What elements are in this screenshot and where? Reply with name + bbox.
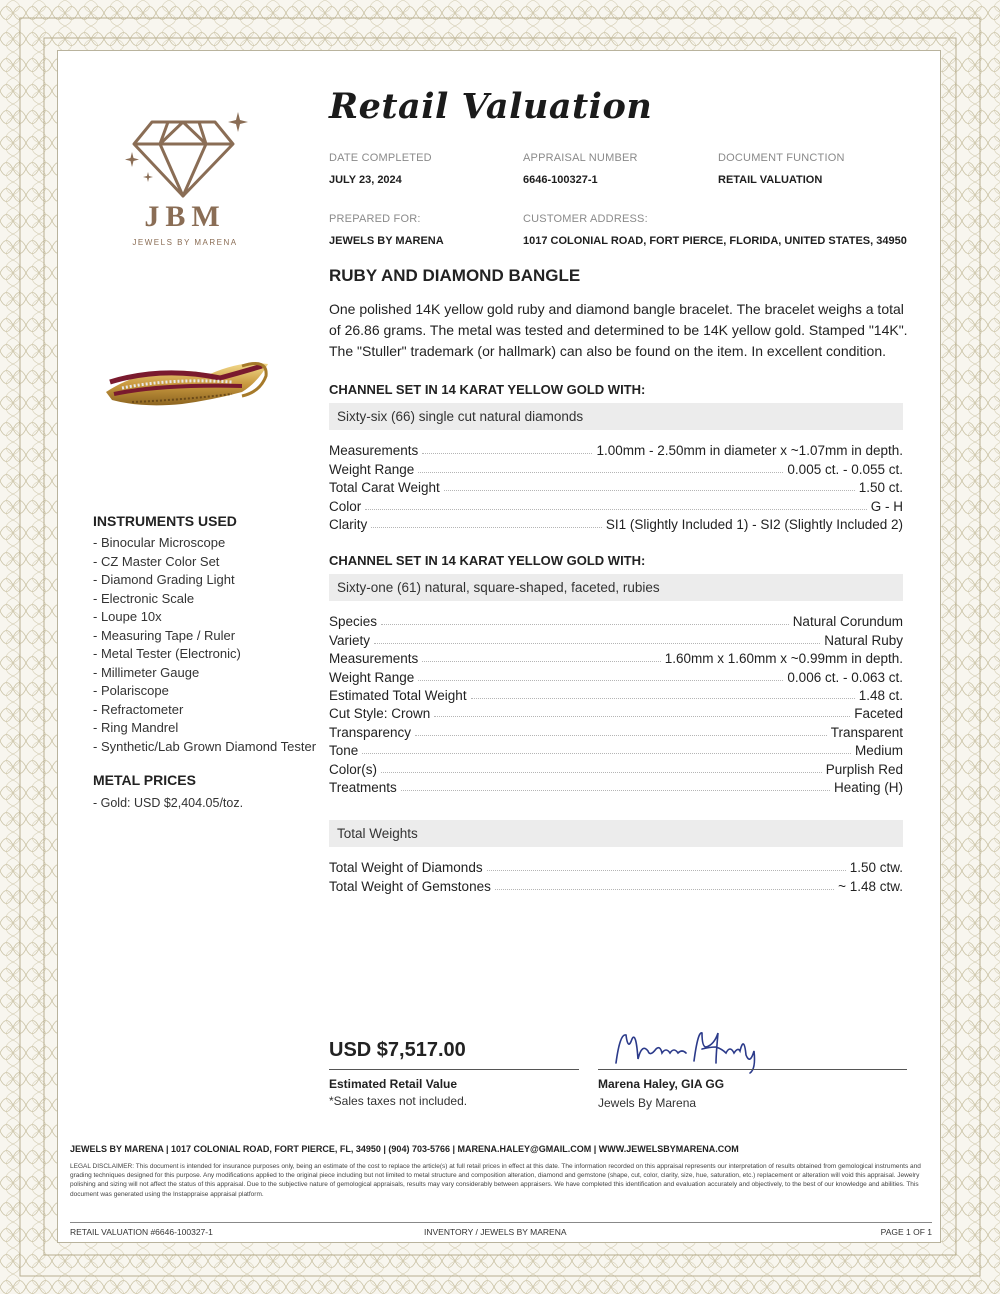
list-item: - Polariscope (93, 683, 169, 698)
detail-key: Weight Range (329, 669, 415, 685)
totals-band: Total Weights (329, 820, 903, 847)
list-item: - Ring Mandrel (93, 720, 179, 735)
detail-key: Tone (329, 743, 359, 759)
detail-key: Total Carat Weight (329, 480, 440, 496)
detail-key: Measurements (329, 443, 419, 459)
detail-key: Cut Style: Crown (329, 706, 431, 722)
company-logo (110, 108, 260, 253)
detail-row (329, 611, 903, 629)
detail-value: Transparent (830, 724, 903, 740)
document-function-value: RETAIL VALUATION (718, 174, 823, 186)
appraiser-company: Jewels By Marena (598, 1096, 697, 1110)
rubies-summary: Sixty-one (61) natural, square-shaped, faceted, rubies (329, 574, 903, 601)
list-item: - Measuring Tape / Ruler (93, 627, 236, 643)
detail-value: 1.48 ct. (858, 687, 903, 703)
detail-key: Color (329, 498, 362, 514)
prepared-for-field (329, 213, 444, 247)
detail-value: Natural Corundum (792, 614, 903, 630)
instruments-heading: INSTRUMENTS USED (93, 513, 237, 529)
detail-row (329, 721, 903, 739)
retail-price: USD $7,517.00 (329, 1039, 466, 1061)
totals-details (329, 857, 903, 894)
legal-disclaimer: LEGAL DISCLAIMER: This document is intended for insurance purposes only, being an estimate of the cost to replace the article(s) at full retail prices in effect at this date. The information recorded on this appraisal represents our interpretation of results obtained from gemological instruments and grading techniques designed for this purpose. Any modifications applied to the original piece including but not limited to metal structure and composition alteration, diamond and gemstone (shape, cut, color, clarity, size, hue, saturation, etc.) replacement or alteration will void this appraisal. Jewelry polishing and sizing will not affect the status of this appraisal. Due to the subjective nature of gemological appraisals, results may vary considerably between appraisers. We have completed this identification and evaluation accurately and objectively, to the best of our knowledge and abilities. This document was generated using the Instappraise appraisal platform. (70, 1163, 921, 1198)
detail-key: Total Weight of Gemstones (329, 878, 491, 894)
diamonds-summary: Sixty-six (66) single cut natural diamonds (329, 403, 903, 430)
detail-row (329, 740, 903, 758)
detail-row (329, 629, 903, 647)
detail-row (329, 875, 903, 893)
diamonds-details (329, 440, 903, 532)
item-description: One polished 14K yellow gold ruby and diamond bangle bracelet. The bracelet weighs a total of 26.86 grams. The metal was tested and determined to be 14K yellow gold. Stamped "14K". The "Stuller" trademark (or hallmark) can also be found on the item. In excellent condition. (329, 301, 908, 359)
detail-row (329, 857, 903, 875)
detail-value: ~ 1.48 ctw. (838, 878, 903, 894)
footer-rule (70, 1222, 932, 1223)
customer-address-field (523, 213, 907, 247)
list-item: - Gold: USD $2,404.05/toz. (93, 796, 244, 810)
date-completed-label: DATE COMPLETED (329, 152, 432, 164)
diamond-logo-icon (110, 108, 260, 203)
list-item: - Millimeter Gauge (93, 664, 200, 680)
detail-key: Clarity (329, 516, 368, 532)
detail-value: 0.006 ct. - 0.063 ct. (787, 669, 903, 685)
detail-value: Natural Ruby (824, 632, 903, 648)
item-photo (92, 300, 282, 455)
detail-row (329, 666, 903, 684)
detail-value: SI1 (Slightly Included 1) - SI2 (Slightly Included 2) (605, 516, 903, 532)
customer-address-value: 1017 COLONIAL ROAD, FORT PIERCE, FLORIDA, UNITED STATES, 34950 (523, 235, 907, 247)
appraisal-number-value: 6646-100327-1 (523, 174, 598, 186)
footer-inventory: INVENTORY / JEWELS BY MARENA (424, 1227, 567, 1237)
list-item: - Binocular Microscope (93, 535, 226, 550)
appraiser-name: Marena Haley, GIA GG (598, 1077, 725, 1091)
diamonds-heading: CHANNEL SET IN 14 KARAT YELLOW GOLD WITH: (329, 382, 646, 397)
prepared-for-label: PREPARED FOR: (329, 213, 421, 225)
detail-value: 1.50 ctw. (849, 860, 903, 876)
appraisal-number-field (523, 152, 638, 186)
detail-value: Medium (854, 743, 903, 759)
appraisal-number-label: APPRAISAL NUMBER (523, 152, 638, 164)
detail-value: 1.50 ct. (858, 480, 903, 496)
list-item: - Diamond Grading Light (93, 572, 235, 587)
detail-row (329, 458, 903, 476)
detail-row (329, 758, 903, 776)
detail-key: Variety (329, 632, 371, 648)
logo-wordmark: JBM (144, 200, 226, 233)
prepared-for-value: JEWELS BY MARENA (329, 235, 444, 247)
detail-key: Total Weight of Diamonds (329, 860, 483, 876)
price-note: *Sales taxes not included. (329, 1094, 468, 1108)
detail-row (329, 514, 903, 532)
detail-row (329, 777, 903, 795)
detail-value: G - H (870, 498, 903, 514)
price-rule (329, 1069, 579, 1070)
list-item: - Refractometer (93, 701, 184, 717)
detail-value: 1.00mm - 2.50mm in diameter x ~1.07mm in depth. (596, 443, 903, 459)
page-number: PAGE 1 OF 1 (880, 1227, 932, 1237)
detail-value: 1.60mm x 1.60mm x ~0.99mm in depth. (664, 651, 903, 667)
detail-key: Species (329, 614, 378, 630)
price-label: Estimated Retail Value (329, 1077, 458, 1091)
detail-row (329, 440, 903, 458)
detail-key: Transparency (329, 724, 412, 740)
detail-value: Purplish Red (825, 761, 903, 777)
detail-row (329, 685, 903, 703)
date-completed-value: JULY 23, 2024 (329, 174, 402, 186)
detail-value: 0.005 ct. - 0.055 ct. (787, 461, 903, 477)
rubies-heading: CHANNEL SET IN 14 KARAT YELLOW GOLD WITH: (329, 553, 646, 568)
detail-key: Color(s) (329, 761, 378, 777)
detail-value: Faceted (854, 706, 903, 722)
footer-contact: JEWELS BY MARENA | 1017 COLONIAL ROAD, FORT PIERCE, FL, 34950 | (904) 703-5766 | MARENA.HALEY@GMAIL.COM | WWW.JEWELSBYMARENA.COM (70, 1144, 739, 1154)
detail-key: Estimated Total Weight (329, 687, 467, 703)
list-item: - CZ Master Color Set (93, 553, 220, 569)
metal-prices-heading: METAL PRICES (93, 772, 196, 788)
list-item: - Synthetic/Lab Grown Diamond Tester (93, 738, 317, 754)
detail-row (329, 495, 903, 513)
detail-key: Measurements (329, 651, 419, 667)
detail-value: Heating (H) (833, 779, 903, 795)
footer-reference: RETAIL VALUATION #6646-100327-1 (70, 1227, 213, 1237)
list-item: - Loupe 10x (93, 609, 162, 624)
bangle-image (92, 300, 282, 450)
rubies-details (329, 611, 903, 795)
detail-row (329, 477, 903, 495)
signature-image (612, 1025, 762, 1075)
detail-key: Weight Range (329, 461, 415, 477)
detail-key: Treatments (329, 779, 397, 795)
detail-row (329, 703, 903, 721)
logo-tagline: JEWELS BY MARENA (132, 238, 238, 247)
signature-rule (598, 1069, 907, 1070)
item-title: RUBY AND DIAMOND BANGLE (329, 266, 581, 285)
customer-address-label: CUSTOMER ADDRESS: (523, 213, 648, 225)
instruments-list (93, 534, 316, 756)
appraiser-signature (612, 1025, 762, 1080)
metal-prices-list (93, 795, 243, 812)
document-title: Retail Valuation (329, 86, 653, 127)
list-item: - Electronic Scale (93, 590, 195, 606)
date-completed-field (329, 152, 432, 186)
detail-row (329, 648, 903, 666)
document-function-label: DOCUMENT FUNCTION (718, 152, 845, 164)
list-item: - Metal Tester (Electronic) (93, 646, 241, 661)
document-function-field (718, 152, 845, 186)
